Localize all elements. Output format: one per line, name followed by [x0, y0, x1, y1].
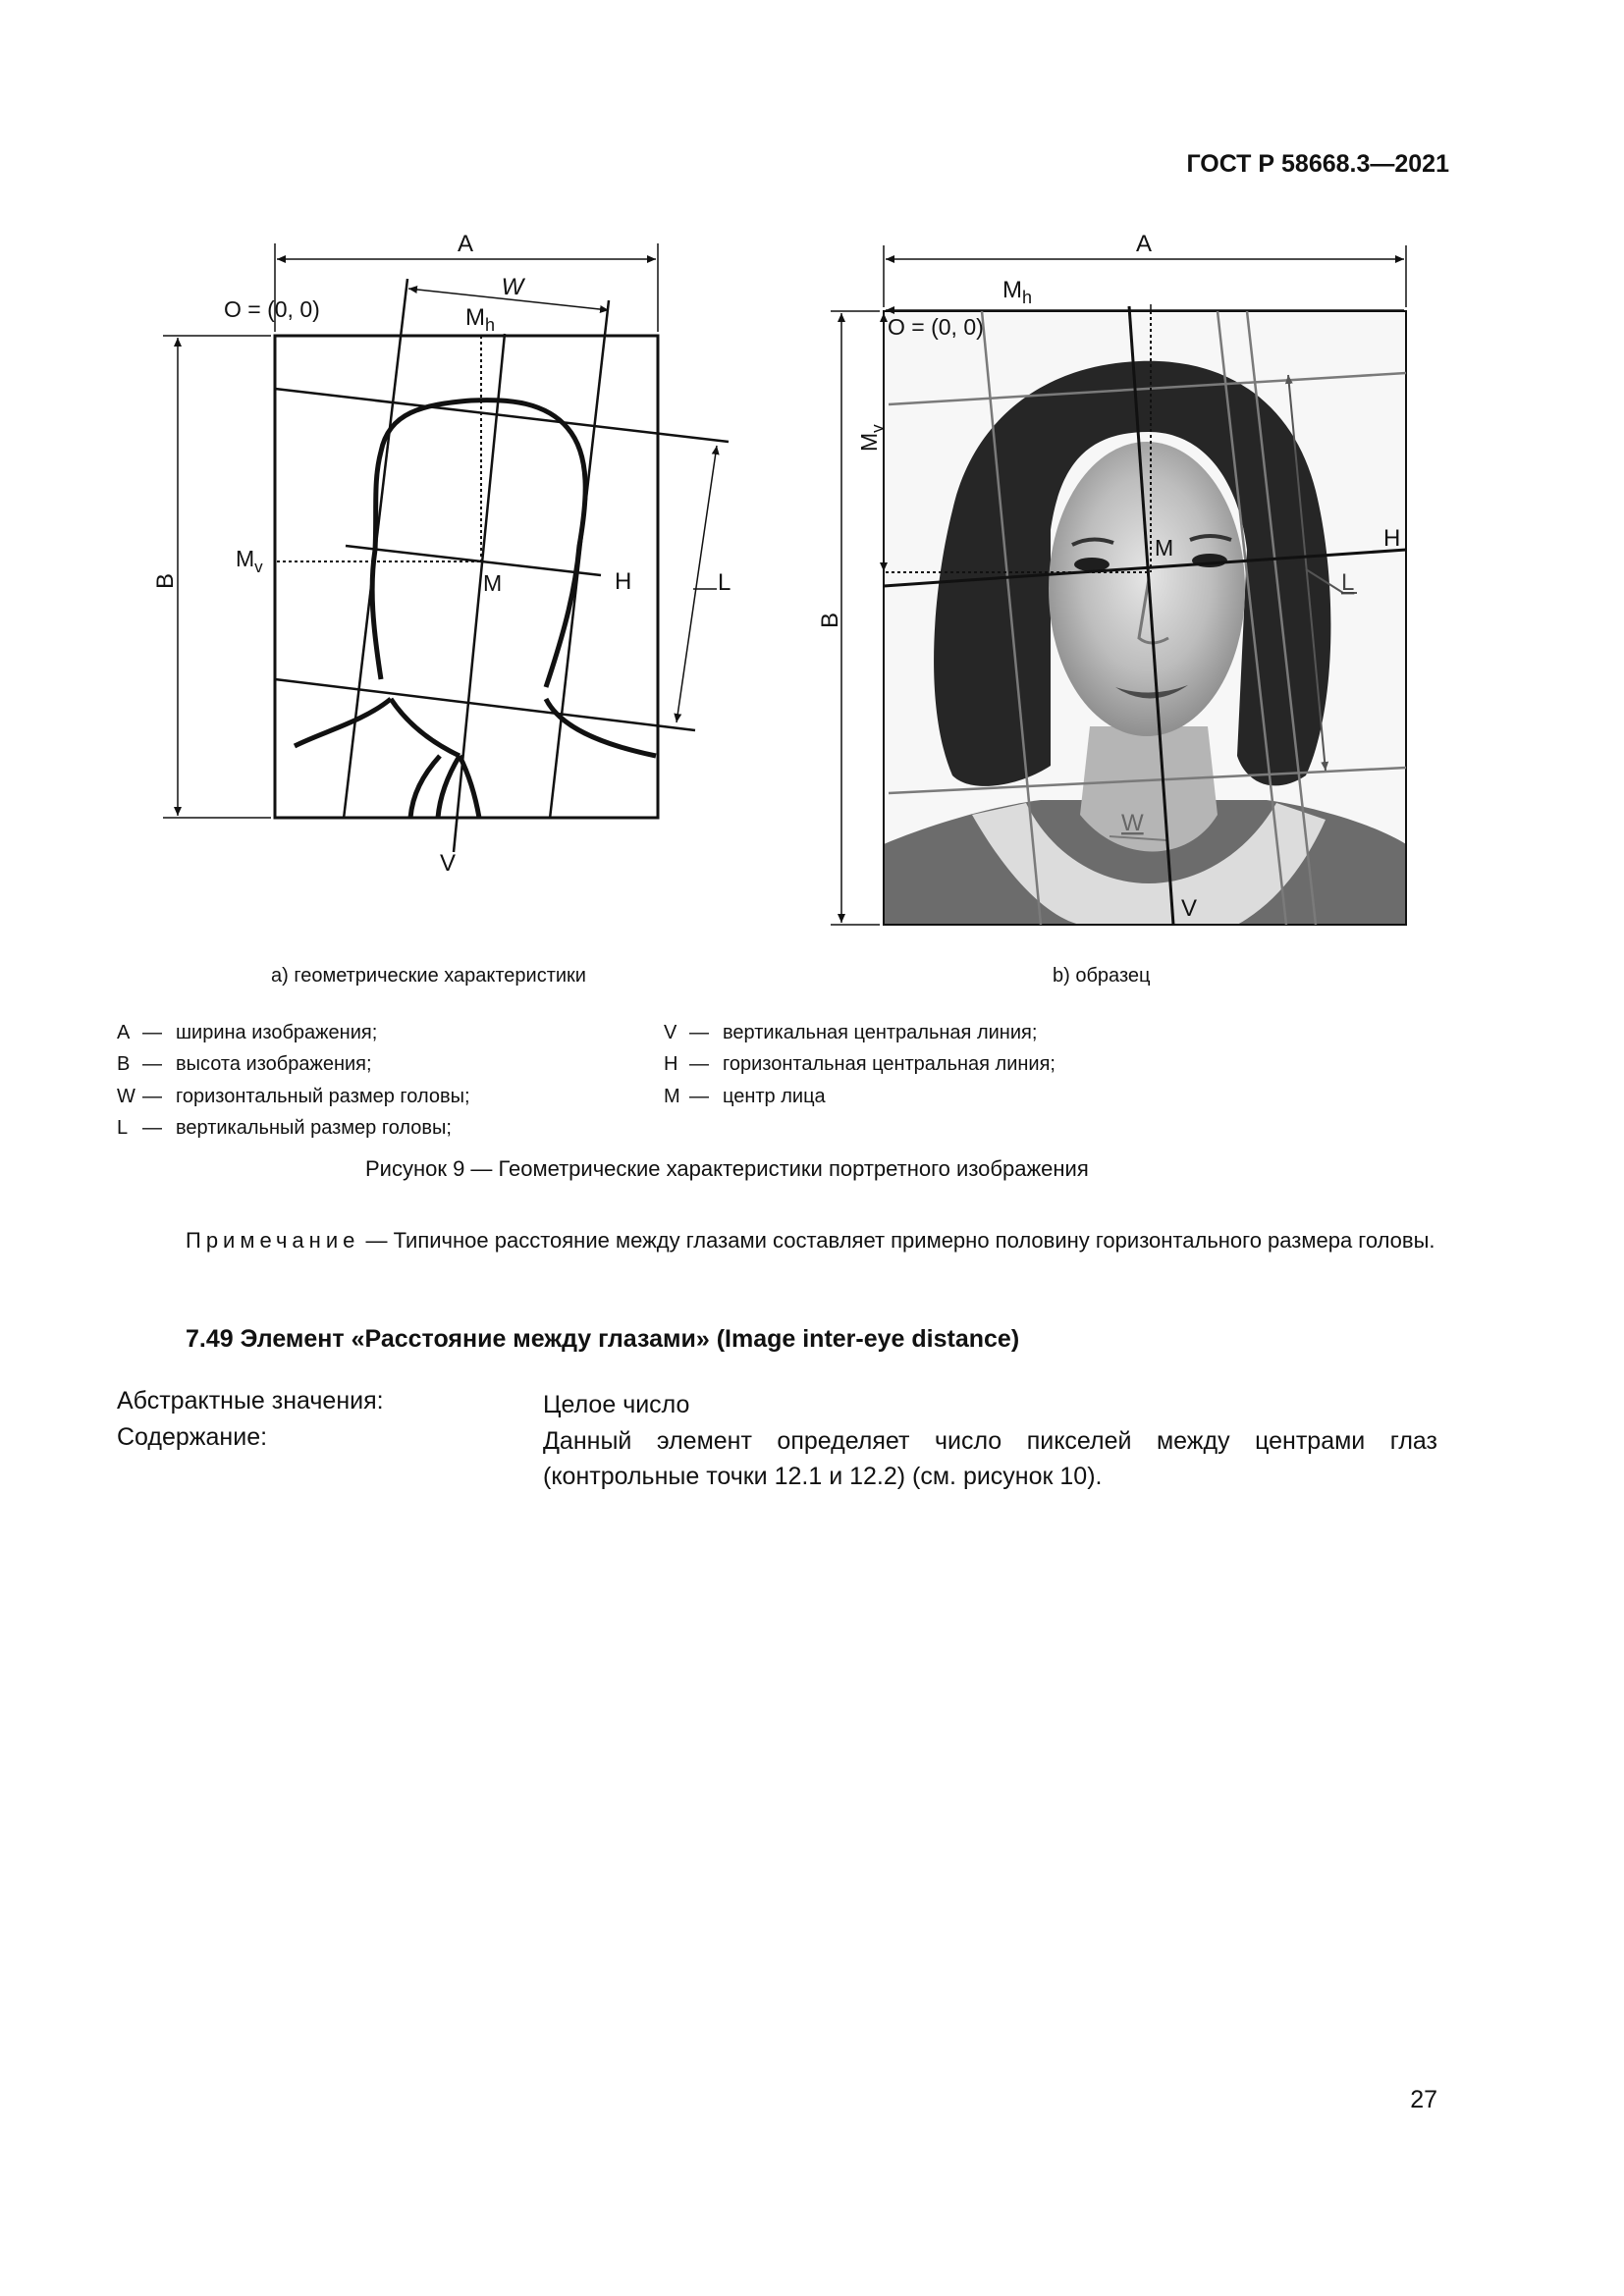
label-origin: O = (0, 0): [224, 296, 320, 322]
legend-item: W — горизонтальный размер головы;: [117, 1086, 470, 1107]
label-v: V: [440, 850, 457, 877]
document-number: ГОСТ Р 58668.3—2021: [1186, 150, 1449, 178]
field-key-abstract-values: Абстрактные значения:: [117, 1387, 384, 1415]
label-mh-b: $M_h$: [1002, 277, 1033, 307]
figure-a-diagram: [0, 0, 766, 942]
field-value-content-line2: (контрольные точки 12.1 и 12.2) (см. рисунок 10).: [543, 1463, 1103, 1490]
legend-item: A — ширина изображения;: [117, 1022, 378, 1043]
legend-item: L — вертикальный размер головы;: [117, 1117, 452, 1139]
label-l: L: [718, 569, 731, 596]
label-origin-b: O = (0, 0): [888, 314, 984, 340]
label-mv: $M_v$: [236, 546, 263, 576]
label-v-b: V: [1181, 895, 1198, 922]
label-b: B: [152, 572, 179, 590]
label-m: M: [483, 570, 503, 596]
label-l-b: L: [1341, 569, 1355, 596]
figure-b-diagram: [785, 216, 1434, 952]
field-value-abstract-values: Целое число: [543, 1391, 690, 1418]
label-w: W: [501, 274, 524, 300]
figure-title: Рисунок 9 — Геометрические характеристики портретного изображения: [365, 1156, 1089, 1181]
field-key-content: Содержание:: [117, 1423, 268, 1451]
image-frame: [275, 336, 658, 818]
note-label: Примечание: [186, 1228, 360, 1253]
legend-item: V — вертикальная центральная линия;: [664, 1022, 1038, 1043]
figure-b-caption: b) образец: [1053, 965, 1151, 987]
legend-item: M — центр лица: [664, 1086, 826, 1107]
page-number: 27: [1410, 2086, 1437, 2113]
figure-a-caption: a) геометрические характеристики: [271, 965, 586, 987]
label-a-b: A: [1135, 231, 1153, 257]
legend-item: B — высота изображения;: [117, 1053, 372, 1075]
label-h-b: H: [1383, 525, 1401, 552]
legend-item: H — горизонтальная центральная линия;: [664, 1053, 1056, 1075]
note-paragraph: Примечание — Типичное расстояние между глазами составляет примерно половину горизонтального размера головы.: [186, 1228, 1435, 1253]
head-outline: [372, 400, 585, 687]
section-heading: 7.49 Элемент «Расстояние между глазами» (Image inter-eye distance): [186, 1325, 1020, 1353]
field-value-content-line1: Данный элемент определяет число пикселей между центрами глаз: [543, 1427, 1437, 1455]
label-mv-b: $M_v$: [856, 424, 887, 452]
label-mh: $M_h$: [465, 304, 496, 335]
shoulders-outline: [295, 699, 656, 818]
label-b-b: B: [817, 612, 843, 629]
label-w-b: W: [1121, 810, 1144, 836]
dimension-l-line: [677, 446, 717, 722]
label-h: H: [615, 568, 632, 595]
field-value-content: [543, 1423, 1437, 1494]
note-text: Типичное расстояние между глазами составляет примерно половину горизонтального размера головы.: [393, 1228, 1435, 1253]
label-m-b: M: [1155, 535, 1174, 561]
label-a: A: [457, 231, 474, 257]
